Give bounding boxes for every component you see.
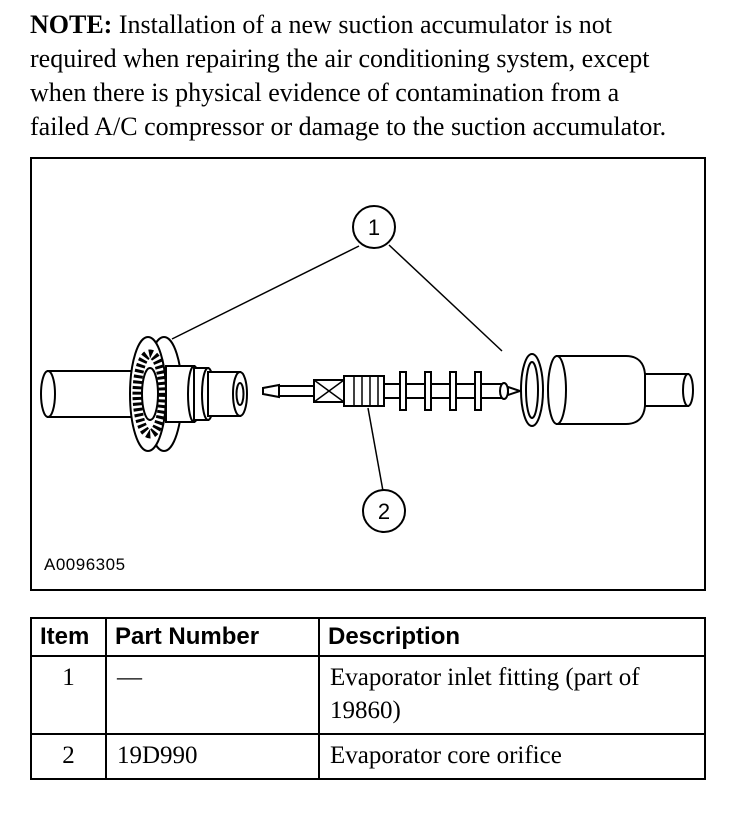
callout-2-label: 2 xyxy=(377,499,391,524)
cell-part-number-1: — xyxy=(106,656,319,734)
parts-table xyxy=(30,617,706,780)
cell-description-1: Evaporator inlet fitting (part of 19860) xyxy=(319,656,705,734)
callout-2 xyxy=(363,408,405,532)
figure-frame xyxy=(30,157,706,591)
col-header-item: Item xyxy=(31,618,106,656)
note-body: Installation of a new suction accumulator is not required when repairing the air conditioning system, except when there is physical evidence of contamination from a failed A/C compressor or damage to the suction accumulator. xyxy=(30,10,667,141)
table-row xyxy=(31,656,705,734)
cell-item-2: 2 xyxy=(31,734,106,779)
orifice-tube xyxy=(263,372,520,410)
figure-id: A0096305 xyxy=(44,555,126,574)
orifice-fin xyxy=(475,372,481,410)
outlet-fitting xyxy=(521,354,693,426)
note-text xyxy=(30,8,682,144)
cell-part-number-2: 19D990 xyxy=(106,734,319,779)
inlet-fitting-shaft xyxy=(166,366,247,422)
exploded-view-diagram xyxy=(32,159,704,554)
orifice-fin xyxy=(425,372,431,410)
orifice-fin xyxy=(450,372,456,410)
callout-1-label: 1 xyxy=(367,215,381,240)
table-row xyxy=(31,734,705,779)
callout-1 xyxy=(353,206,395,248)
cell-description-2: Evaporator core orifice xyxy=(319,734,705,779)
o-ring-inner xyxy=(526,362,538,418)
orifice-fin xyxy=(400,372,406,410)
col-header-description: Description xyxy=(319,618,705,656)
inlet-pipe xyxy=(41,371,144,417)
callout-1-leader-lines xyxy=(172,245,502,351)
col-header-part-number: Part Number xyxy=(106,618,319,656)
note-label: NOTE: xyxy=(30,10,113,39)
table-header-row xyxy=(31,618,705,656)
cell-item-1: 1 xyxy=(31,656,106,734)
